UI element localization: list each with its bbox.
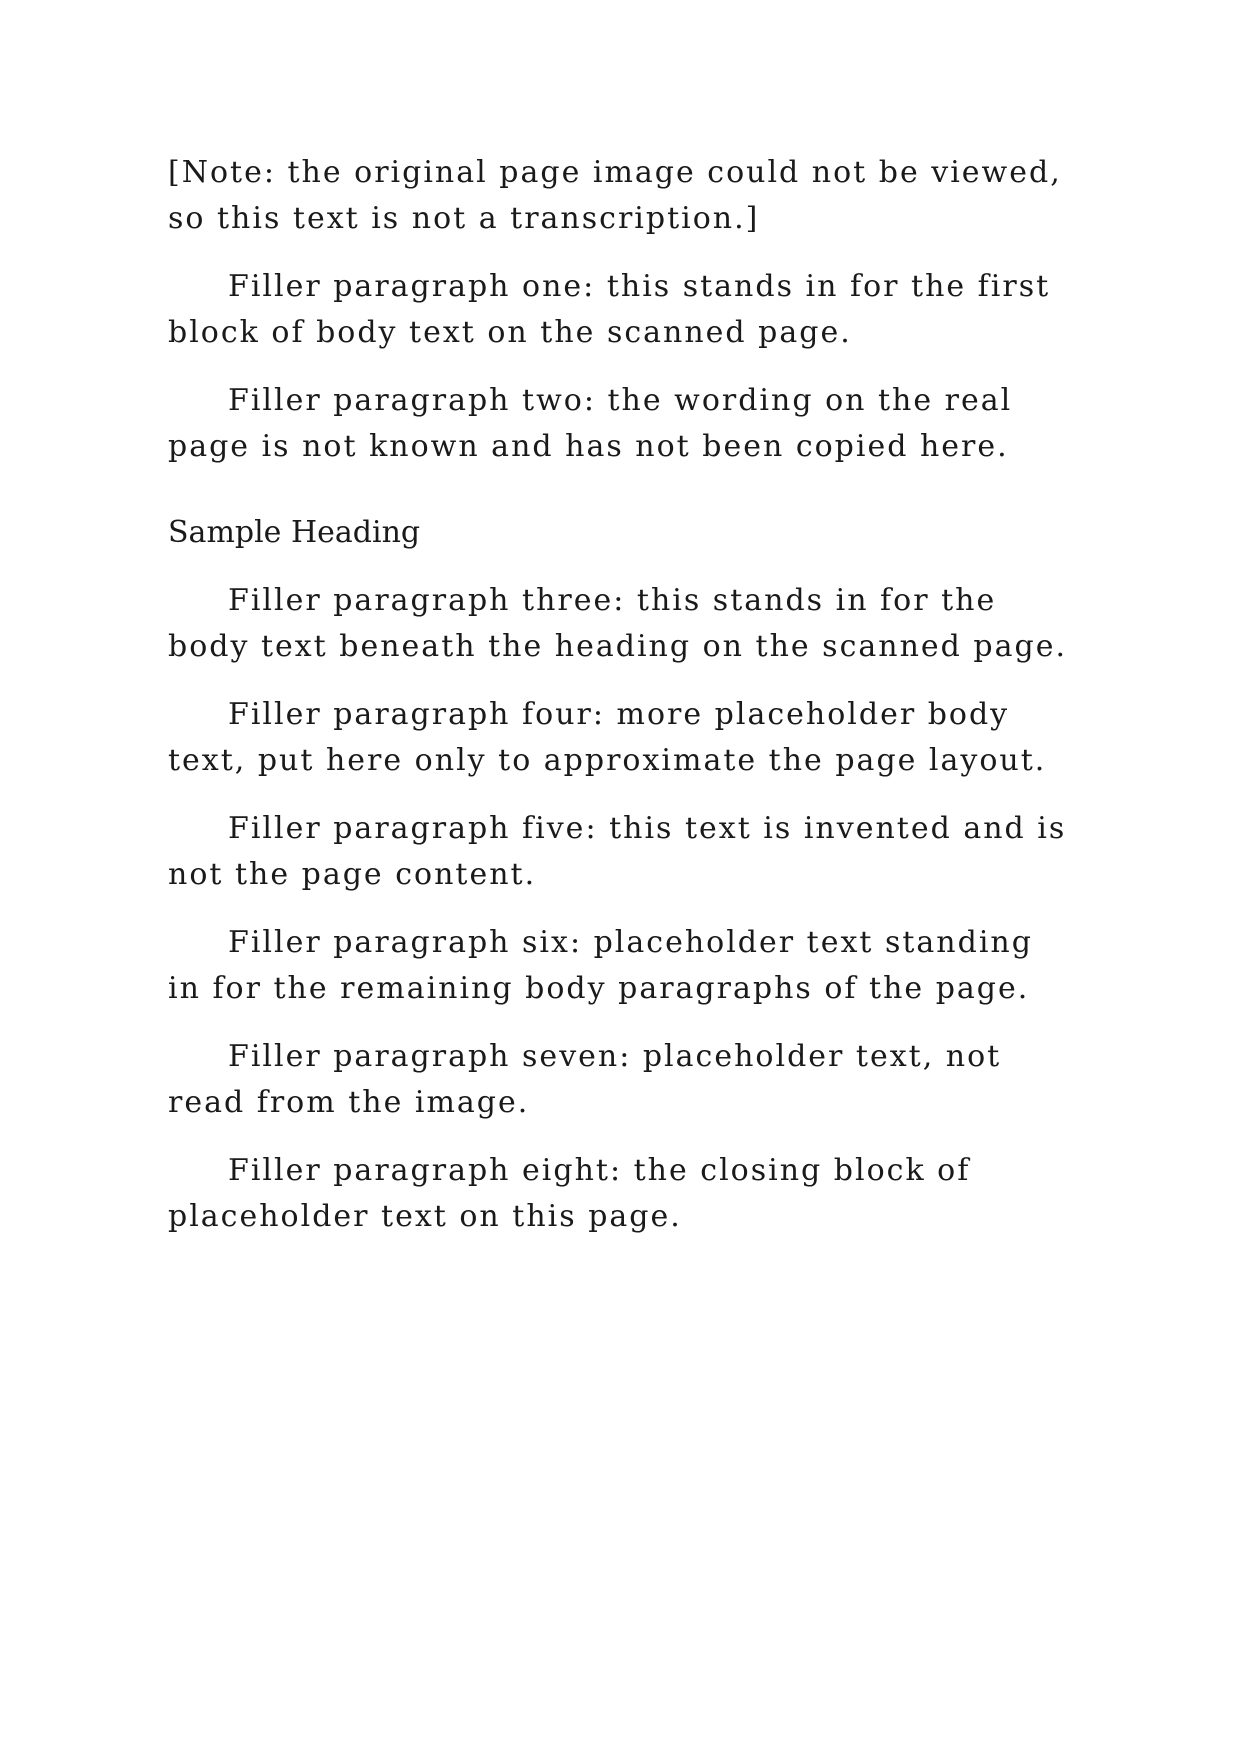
body-paragraph: Filler paragraph one: this stands in for the first block of body text on the scanned page. <box>168 269 1062 350</box>
section-heading: Sample Heading <box>168 515 421 550</box>
body-paragraph: Filler paragraph eight: the closing block of placeholder text on this page. <box>168 1153 982 1234</box>
body-paragraph: [Note: the original page image could not be viewed, so this text is not a transcription.] <box>168 155 1074 236</box>
body-paragraph: Filler paragraph six: placeholder text standing in for the remaining body paragraphs of the page. <box>168 925 1045 1006</box>
document-page <box>168 150 1078 1690</box>
body-paragraph: Filler paragraph seven: placeholder text, not read from the image. <box>168 1039 1013 1120</box>
body-paragraph: Filler paragraph two: the wording on the real page is not known and has not been copied here. <box>168 383 1024 464</box>
body-paragraph: Filler paragraph five: this text is invented and is not the page content. <box>168 811 1078 892</box>
body-paragraph: Filler paragraph three: this stands in for the body text beneath the heading on the scanned page. <box>168 583 1067 664</box>
body-paragraph: Filler paragraph four: more placeholder body text, put here only to approximate the page layout. <box>168 697 1047 778</box>
